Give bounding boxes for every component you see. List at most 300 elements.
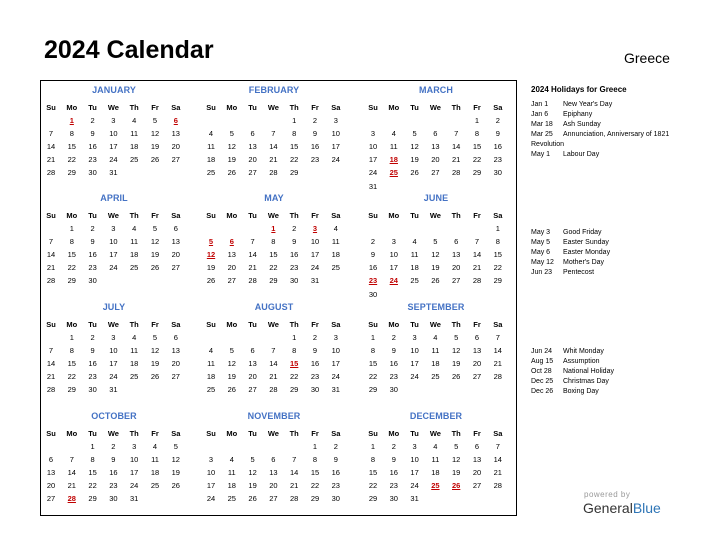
day-cell[interactable]: 26 <box>150 372 160 382</box>
day-cell[interactable]: 12 <box>227 359 236 369</box>
day-cell[interactable]: 10 <box>109 346 118 356</box>
day-cell[interactable]: 31 <box>109 385 118 395</box>
day-cell[interactable]: 27 <box>171 263 180 273</box>
day-cell[interactable]: 1 <box>474 116 480 125</box>
day-cell[interactable]: 9 <box>111 455 116 465</box>
day-cell[interactable]: 14 <box>269 142 278 152</box>
holiday-day-cell[interactable]: 5 <box>208 237 214 247</box>
day-cell[interactable]: 3 <box>412 442 417 451</box>
day-cell[interactable]: 24 <box>109 263 118 273</box>
day-cell[interactable]: 6 <box>173 224 178 233</box>
day-cell[interactable]: 30 <box>331 494 340 504</box>
day-cell[interactable]: 14 <box>290 468 299 478</box>
day-cell[interactable]: 30 <box>88 276 97 286</box>
day-cell[interactable]: 18 <box>130 359 139 369</box>
day-cell[interactable]: 9 <box>391 455 396 465</box>
day-cell[interactable]: 4 <box>391 129 396 139</box>
day-cell[interactable]: 5 <box>433 237 438 247</box>
day-cell[interactable]: 30 <box>389 385 398 395</box>
day-cell[interactable]: 30 <box>493 168 502 178</box>
day-cell[interactable]: 5 <box>152 224 158 233</box>
day-cell[interactable]: 9 <box>90 346 95 356</box>
day-cell[interactable]: 28 <box>472 276 482 286</box>
day-cell[interactable]: 22 <box>290 372 299 382</box>
day-cell[interactable]: 17 <box>389 263 398 273</box>
day-cell[interactable]: 1 <box>69 224 74 233</box>
day-cell[interactable]: 24 <box>331 372 340 382</box>
day-cell[interactable]: 31 <box>310 276 320 286</box>
day-cell[interactable]: 10 <box>389 250 398 260</box>
day-cell[interactable]: 13 <box>171 129 180 139</box>
day-cell[interactable]: 14 <box>472 250 482 260</box>
day-cell[interactable]: 7 <box>495 442 500 451</box>
day-cell[interactable]: 1 <box>370 442 376 451</box>
day-cell[interactable]: 18 <box>130 142 139 152</box>
day-cell[interactable]: 9 <box>370 250 376 260</box>
day-cell[interactable]: 5 <box>250 455 255 465</box>
holiday-day-cell[interactable]: 18 <box>389 155 398 165</box>
day-cell[interactable]: 23 <box>88 263 97 273</box>
day-cell[interactable]: 16 <box>88 359 97 369</box>
day-cell[interactable]: 9 <box>391 346 396 356</box>
day-cell[interactable]: 1 <box>495 224 500 233</box>
day-cell[interactable]: 4 <box>433 442 438 451</box>
day-cell[interactable]: 23 <box>88 155 97 165</box>
day-cell[interactable]: 11 <box>130 346 139 356</box>
day-cell[interactable]: 25 <box>206 168 216 178</box>
day-cell[interactable]: 31 <box>130 494 139 504</box>
day-cell[interactable]: 12 <box>171 455 180 465</box>
day-cell[interactable]: 26 <box>150 263 160 273</box>
day-cell[interactable]: 7 <box>69 455 74 465</box>
day-cell[interactable]: 19 <box>431 263 440 273</box>
day-cell[interactable]: 14 <box>493 455 502 465</box>
day-cell[interactable]: 17 <box>130 468 139 478</box>
day-cell[interactable]: 22 <box>88 481 97 491</box>
day-cell[interactable]: 14 <box>452 142 461 152</box>
day-cell[interactable]: 1 <box>90 442 95 451</box>
day-cell[interactable]: 25 <box>410 276 419 286</box>
day-cell[interactable]: 9 <box>312 129 318 139</box>
day-cell[interactable]: 4 <box>132 116 137 125</box>
holiday-day-cell[interactable]: 6 <box>229 237 234 247</box>
day-cell[interactable]: 4 <box>208 346 214 356</box>
holiday-day-cell[interactable]: 1 <box>271 224 276 233</box>
day-cell[interactable]: 27 <box>472 372 482 382</box>
day-cell[interactable]: 3 <box>111 333 116 342</box>
day-cell[interactable]: 21 <box>472 263 482 273</box>
day-cell[interactable]: 7 <box>271 346 276 356</box>
day-cell[interactable]: 23 <box>310 372 320 382</box>
day-cell[interactable]: 24 <box>331 155 340 165</box>
day-cell[interactable]: 3 <box>132 442 137 451</box>
day-cell[interactable]: 26 <box>227 168 236 178</box>
day-cell[interactable]: 19 <box>227 372 236 382</box>
day-cell[interactable]: 2 <box>312 333 318 342</box>
day-cell[interactable]: 23 <box>310 155 320 165</box>
day-cell[interactable]: 18 <box>431 359 440 369</box>
day-cell[interactable]: 2 <box>391 333 396 342</box>
day-cell[interactable]: 1 <box>312 442 318 451</box>
day-cell[interactable]: 9 <box>495 129 500 139</box>
day-cell[interactable]: 28 <box>46 168 56 178</box>
day-cell[interactable]: 12 <box>452 455 461 465</box>
day-cell[interactable]: 13 <box>472 455 482 465</box>
day-cell[interactable]: 22 <box>290 155 299 165</box>
day-cell[interactable]: 26 <box>171 481 180 491</box>
day-cell[interactable]: 20 <box>227 263 236 273</box>
day-cell[interactable]: 4 <box>132 224 137 233</box>
day-cell[interactable]: 30 <box>310 385 320 395</box>
day-cell[interactable]: 11 <box>207 359 215 369</box>
day-cell[interactable]: 29 <box>290 385 299 395</box>
day-cell[interactable]: 25 <box>130 372 139 382</box>
day-cell[interactable]: 28 <box>493 481 502 491</box>
day-cell[interactable]: 31 <box>368 181 378 191</box>
day-cell[interactable]: 30 <box>88 168 97 178</box>
day-cell[interactable]: 6 <box>48 455 54 465</box>
day-cell[interactable]: 19 <box>248 481 257 491</box>
day-cell[interactable]: 10 <box>410 455 419 465</box>
day-cell[interactable]: 15 <box>67 250 76 260</box>
day-cell[interactable]: 5 <box>412 129 417 139</box>
day-cell[interactable]: 7 <box>48 129 54 139</box>
day-cell[interactable]: 17 <box>109 142 118 152</box>
day-cell[interactable]: 3 <box>208 455 214 465</box>
day-cell[interactable]: 2 <box>111 442 116 451</box>
day-cell[interactable]: 6 <box>250 129 255 139</box>
day-cell[interactable]: 7 <box>271 129 276 139</box>
day-cell[interactable]: 30 <box>368 289 378 299</box>
day-cell[interactable]: 29 <box>67 276 76 286</box>
day-cell[interactable]: 19 <box>410 155 419 165</box>
day-cell[interactable]: 23 <box>493 155 502 165</box>
day-cell[interactable]: 13 <box>248 359 257 369</box>
day-cell[interactable]: 8 <box>474 129 480 139</box>
day-cell[interactable]: 6 <box>250 346 255 356</box>
day-cell[interactable]: 30 <box>290 276 299 286</box>
day-cell[interactable]: 15 <box>368 359 378 369</box>
day-cell[interactable]: 27 <box>171 372 180 382</box>
day-cell[interactable]: 18 <box>431 468 440 478</box>
day-cell[interactable]: 26 <box>206 276 216 286</box>
day-cell[interactable]: 28 <box>493 372 502 382</box>
day-cell[interactable]: 19 <box>452 468 461 478</box>
day-cell[interactable]: 29 <box>290 168 299 178</box>
day-cell[interactable]: 27 <box>431 168 440 178</box>
day-cell[interactable]: 12 <box>248 468 257 478</box>
day-cell[interactable]: 25 <box>130 155 139 165</box>
day-cell[interactable]: 20 <box>171 359 180 369</box>
generalblue-logo[interactable] <box>583 500 661 516</box>
day-cell[interactable]: 26 <box>150 155 160 165</box>
day-cell[interactable]: 28 <box>290 494 299 504</box>
holiday-day-cell[interactable]: 26 <box>452 481 461 491</box>
day-cell[interactable]: 2 <box>90 116 95 125</box>
day-cell[interactable]: 28 <box>269 168 278 178</box>
day-cell[interactable]: 22 <box>310 481 320 491</box>
holiday-day-cell[interactable]: 23 <box>368 276 378 286</box>
day-cell[interactable]: 29 <box>67 168 76 178</box>
day-cell[interactable]: 9 <box>312 346 318 356</box>
day-cell[interactable]: 10 <box>109 129 118 139</box>
day-cell[interactable]: 10 <box>130 455 139 465</box>
day-cell[interactable]: 22 <box>472 155 482 165</box>
day-cell[interactable]: 14 <box>67 468 76 478</box>
day-cell[interactable]: 27 <box>227 276 236 286</box>
day-cell[interactable]: 18 <box>150 468 160 478</box>
day-cell[interactable]: 17 <box>109 359 118 369</box>
day-cell[interactable]: 3 <box>333 116 338 125</box>
day-cell[interactable]: 30 <box>88 385 97 395</box>
day-cell[interactable]: 17 <box>410 468 419 478</box>
day-cell[interactable]: 20 <box>472 468 482 478</box>
day-cell[interactable]: 24 <box>310 263 320 273</box>
day-cell[interactable]: 2 <box>292 224 297 233</box>
day-cell[interactable]: 21 <box>290 481 299 491</box>
day-cell[interactable]: 13 <box>248 142 257 152</box>
day-cell[interactable]: 21 <box>67 481 76 491</box>
day-cell[interactable]: 13 <box>46 468 56 478</box>
day-cell[interactable]: 27 <box>472 481 482 491</box>
day-cell[interactable]: 16 <box>88 142 97 152</box>
day-cell[interactable]: 20 <box>431 155 440 165</box>
day-cell[interactable]: 17 <box>331 359 340 369</box>
day-cell[interactable]: 10 <box>331 129 340 139</box>
day-cell[interactable]: 15 <box>310 468 320 478</box>
day-cell[interactable]: 24 <box>109 155 118 165</box>
day-cell[interactable]: 3 <box>412 333 417 342</box>
day-cell[interactable]: 26 <box>431 276 440 286</box>
day-cell[interactable]: 10 <box>109 237 118 247</box>
day-cell[interactable]: 24 <box>206 494 216 504</box>
day-cell[interactable]: 25 <box>206 385 216 395</box>
day-cell[interactable]: 8 <box>90 455 95 465</box>
day-cell[interactable]: 11 <box>431 346 440 356</box>
day-cell[interactable]: 21 <box>269 372 278 382</box>
day-cell[interactable]: 15 <box>67 359 76 369</box>
day-cell[interactable]: 23 <box>389 481 398 491</box>
day-cell[interactable]: 7 <box>454 129 459 139</box>
day-cell[interactable]: 20 <box>452 263 461 273</box>
day-cell[interactable]: 7 <box>495 333 500 342</box>
day-cell[interactable]: 11 <box>227 468 236 478</box>
day-cell[interactable]: 3 <box>391 237 396 247</box>
day-cell[interactable]: 6 <box>271 455 276 465</box>
day-cell[interactable]: 25 <box>431 372 440 382</box>
day-cell[interactable]: 14 <box>493 346 502 356</box>
day-cell[interactable]: 6 <box>173 333 178 342</box>
day-cell[interactable]: 1 <box>370 333 376 342</box>
day-cell[interactable]: 8 <box>69 346 74 356</box>
day-cell[interactable]: 20 <box>248 372 257 382</box>
day-cell[interactable]: 2 <box>495 116 500 125</box>
day-cell[interactable]: 9 <box>90 129 95 139</box>
day-cell[interactable]: 27 <box>248 168 257 178</box>
day-cell[interactable]: 7 <box>48 237 54 247</box>
day-cell[interactable]: 17 <box>331 142 340 152</box>
holiday-day-cell[interactable]: 25 <box>389 168 398 178</box>
day-cell[interactable]: 18 <box>331 250 340 260</box>
day-cell[interactable]: 12 <box>150 346 160 356</box>
day-cell[interactable]: 17 <box>310 250 320 260</box>
day-cell[interactable]: 24 <box>368 168 378 178</box>
day-cell[interactable]: 10 <box>310 237 320 247</box>
day-cell[interactable]: 14 <box>46 359 56 369</box>
day-cell[interactable]: 27 <box>46 494 56 504</box>
day-cell[interactable]: 8 <box>495 237 500 247</box>
day-cell[interactable]: 5 <box>152 116 158 125</box>
day-cell[interactable]: 13 <box>472 346 482 356</box>
day-cell[interactable]: 13 <box>171 346 180 356</box>
day-cell[interactable]: 19 <box>206 263 216 273</box>
day-cell[interactable]: 6 <box>454 237 459 247</box>
day-cell[interactable]: 6 <box>474 333 480 342</box>
day-cell[interactable]: 28 <box>452 168 461 178</box>
day-cell[interactable]: 16 <box>310 359 320 369</box>
day-cell[interactable]: 30 <box>109 494 118 504</box>
day-cell[interactable]: 28 <box>248 276 257 286</box>
holiday-day-cell[interactable]: 3 <box>312 224 318 233</box>
day-cell[interactable]: 16 <box>493 142 502 152</box>
day-cell[interactable]: 21 <box>46 263 56 273</box>
day-cell[interactable]: 22 <box>493 263 502 273</box>
day-cell[interactable]: 15 <box>290 142 299 152</box>
day-cell[interactable]: 18 <box>410 263 419 273</box>
day-cell[interactable]: 11 <box>410 250 419 260</box>
day-cell[interactable]: 11 <box>207 142 215 152</box>
day-cell[interactable]: 8 <box>370 455 376 465</box>
day-cell[interactable]: 12 <box>150 237 160 247</box>
day-cell[interactable]: 16 <box>389 359 398 369</box>
day-cell[interactable]: 28 <box>269 385 278 395</box>
day-cell[interactable]: 19 <box>150 359 160 369</box>
day-cell[interactable]: 4 <box>208 129 214 139</box>
day-cell[interactable]: 11 <box>431 455 440 465</box>
holiday-day-cell[interactable]: 1 <box>69 116 74 125</box>
day-cell[interactable]: 22 <box>269 263 278 273</box>
day-cell[interactable]: 15 <box>368 468 378 478</box>
day-cell[interactable]: 9 <box>90 237 95 247</box>
day-cell[interactable]: 17 <box>368 155 378 165</box>
day-cell[interactable]: 26 <box>452 372 461 382</box>
day-cell[interactable]: 8 <box>271 237 276 247</box>
day-cell[interactable]: 11 <box>331 237 340 247</box>
day-cell[interactable]: 4 <box>412 237 417 247</box>
day-cell[interactable]: 7 <box>292 455 297 465</box>
day-cell[interactable]: 25 <box>150 481 160 491</box>
day-cell[interactable]: 21 <box>46 155 56 165</box>
day-cell[interactable]: 31 <box>109 168 118 178</box>
day-cell[interactable]: 29 <box>472 168 482 178</box>
day-cell[interactable]: 17 <box>109 250 118 260</box>
day-cell[interactable]: 28 <box>46 276 56 286</box>
day-cell[interactable]: 8 <box>69 129 74 139</box>
day-cell[interactable]: 26 <box>410 168 419 178</box>
day-cell[interactable]: 21 <box>269 155 278 165</box>
holiday-day-cell[interactable]: 25 <box>431 481 440 491</box>
day-cell[interactable]: 16 <box>109 468 118 478</box>
holiday-day-cell[interactable]: 15 <box>290 359 299 369</box>
day-cell[interactable]: 2 <box>333 442 338 451</box>
day-cell[interactable]: 22 <box>67 155 76 165</box>
day-cell[interactable]: 12 <box>431 250 440 260</box>
day-cell[interactable]: 8 <box>292 346 297 356</box>
day-cell[interactable]: 24 <box>109 372 118 382</box>
day-cell[interactable]: 23 <box>88 372 97 382</box>
day-cell[interactable]: 16 <box>331 468 340 478</box>
day-cell[interactable]: 17 <box>410 359 419 369</box>
day-cell[interactable]: 16 <box>88 250 97 260</box>
day-cell[interactable]: 15 <box>472 142 482 152</box>
day-cell[interactable]: 10 <box>368 142 378 152</box>
day-cell[interactable]: 22 <box>368 372 378 382</box>
day-cell[interactable]: 1 <box>292 116 297 125</box>
day-cell[interactable]: 5 <box>173 442 178 451</box>
day-cell[interactable]: 23 <box>290 263 299 273</box>
day-cell[interactable]: 22 <box>368 481 378 491</box>
day-cell[interactable]: 10 <box>331 346 340 356</box>
holiday-day-cell[interactable]: 28 <box>67 494 76 504</box>
day-cell[interactable]: 14 <box>269 359 278 369</box>
day-cell[interactable]: 29 <box>269 276 278 286</box>
day-cell[interactable]: 17 <box>206 481 216 491</box>
day-cell[interactable]: 24 <box>410 372 419 382</box>
day-cell[interactable]: 23 <box>331 481 340 491</box>
day-cell[interactable]: 16 <box>290 250 299 260</box>
day-cell[interactable]: 13 <box>452 250 461 260</box>
day-cell[interactable]: 22 <box>67 263 76 273</box>
day-cell[interactable]: 21 <box>493 359 502 369</box>
day-cell[interactable]: 13 <box>431 142 440 152</box>
day-cell[interactable]: 29 <box>67 385 76 395</box>
day-cell[interactable]: 2 <box>312 116 318 125</box>
day-cell[interactable]: 25 <box>331 263 340 273</box>
day-cell[interactable]: 8 <box>370 346 376 356</box>
day-cell[interactable]: 7 <box>474 237 480 247</box>
day-cell[interactable]: 28 <box>46 385 56 395</box>
day-cell[interactable]: 23 <box>109 481 118 491</box>
day-cell[interactable]: 13 <box>227 250 236 260</box>
day-cell[interactable]: 20 <box>269 481 278 491</box>
day-cell[interactable]: 13 <box>269 468 278 478</box>
day-cell[interactable]: 20 <box>472 359 482 369</box>
day-cell[interactable]: 2 <box>370 237 376 247</box>
day-cell[interactable]: 18 <box>130 250 139 260</box>
day-cell[interactable]: 3 <box>111 224 116 233</box>
day-cell[interactable]: 1 <box>69 333 74 342</box>
day-cell[interactable]: 16 <box>310 142 320 152</box>
day-cell[interactable]: 25 <box>130 263 139 273</box>
day-cell[interactable]: 4 <box>132 333 137 342</box>
day-cell[interactable]: 9 <box>292 237 297 247</box>
day-cell[interactable]: 20 <box>171 250 180 260</box>
day-cell[interactable]: 18 <box>206 155 216 165</box>
day-cell[interactable]: 3 <box>333 333 338 342</box>
day-cell[interactable]: 19 <box>452 359 461 369</box>
day-cell[interactable]: 20 <box>171 142 180 152</box>
day-cell[interactable]: 3 <box>111 116 116 125</box>
day-cell[interactable]: 6 <box>474 442 480 451</box>
day-cell[interactable]: 31 <box>410 494 419 504</box>
day-cell[interactable]: 6 <box>433 129 438 139</box>
day-cell[interactable]: 19 <box>227 155 236 165</box>
day-cell[interactable]: 4 <box>152 442 158 451</box>
day-cell[interactable]: 11 <box>151 455 159 465</box>
day-cell[interactable]: 5 <box>454 442 459 451</box>
day-cell[interactable]: 20 <box>248 155 257 165</box>
day-cell[interactable]: 11 <box>130 129 139 139</box>
